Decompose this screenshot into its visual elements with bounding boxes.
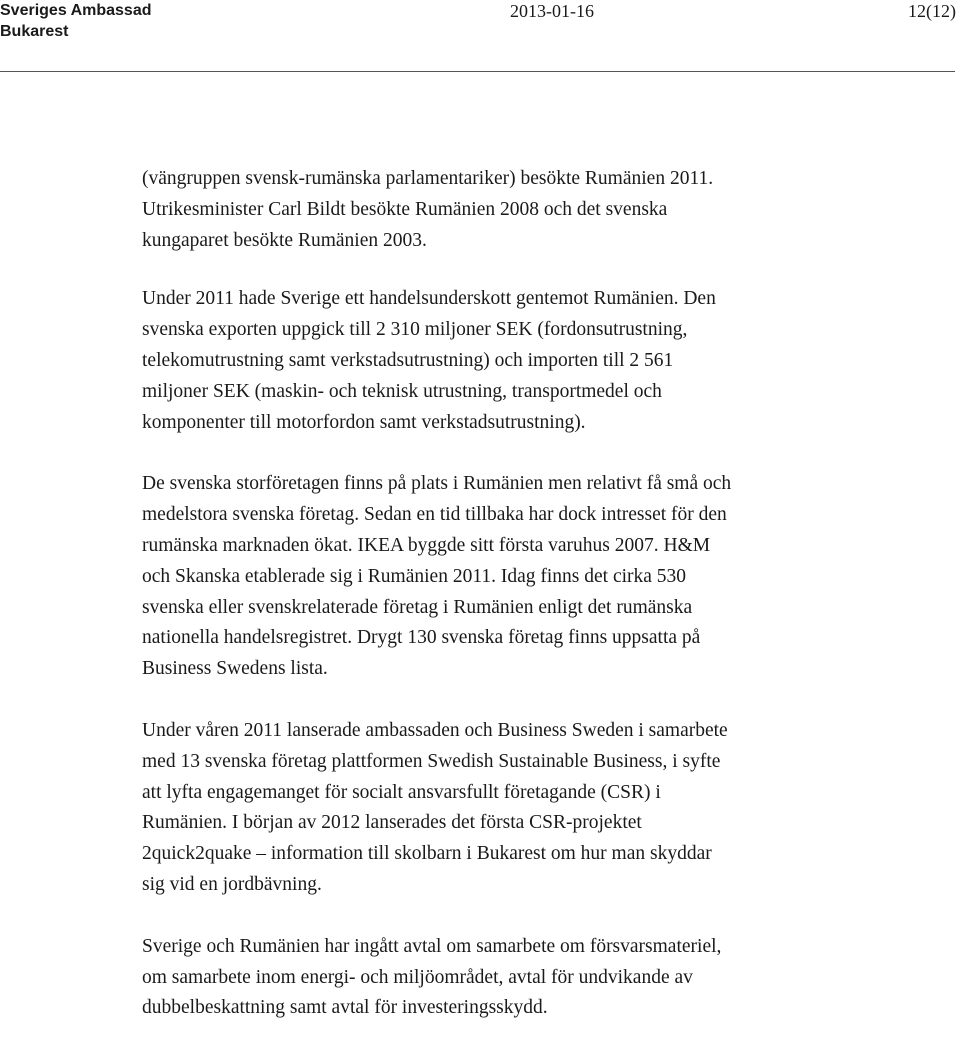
text-line: Business Swedens lista. [142,658,328,680]
text-line: att lyfta engagemanget för socialt ansvarsfullt företagande (CSR) i [142,781,661,803]
paragraph-companies [142,469,847,685]
organization-location: Bukarest [0,23,69,40]
text-line: svenska eller svenskrelaterade företag i Rumänien enligt det rumänska [142,596,693,618]
document-date: 2013-01-16 [510,1,594,21]
document-body [142,164,847,1055]
page-header-organization [0,0,151,42]
text-line: dubbelbeskattning samt avtal för investeringsskydd. [142,997,548,1019]
text-line: med 13 svenska företag plattformen Swedish Sustainable Business, i syfte [142,750,721,772]
page-number: 12(12) [908,1,956,21]
paragraph-agreements [142,932,847,1024]
organization-name: Sveriges Ambassad [0,2,152,19]
text-line: Under 2011 hade Sverige ett handelsunderskott gentemot Rumänien. Den [142,288,716,310]
text-line: medelstora svenska företag. Sedan en tid tillbaka har dock intresset för den [142,504,727,526]
text-line: Under våren 2011 lanserade ambassaden och Business Sweden i samarbete [142,719,728,741]
text-line: Sverige och Rumänien har ingått avtal om samarbete om försvarsmateriel, [142,935,722,957]
text-line: De svenska storföretagen finns på plats i Rumänien men relativt få små och [142,473,732,495]
text-line: Rumänien. I början av 2012 lanserades det första CSR-projektet [142,812,642,834]
text-line: rumänska marknaden ökat. IKEA byggde sitt första varuhus 2007. H&M [142,534,711,556]
text-line: sig vid en jordbävning. [142,873,322,895]
text-line: nationella handelsregistret. Drygt 130 svenska företag finns uppsatta på [142,627,701,649]
paragraph-visits [142,164,847,256]
paragraph-csr [142,716,847,901]
text-line: svenska exporten uppgick till 2 310 miljoner SEK (fordonsutrustning, [142,319,688,341]
text-line: om samarbete inom energi- och miljöområdet, avtal för undvikande av [142,966,693,988]
text-line: kungaparet besökte Rumänien 2003. [142,229,427,251]
text-line: Utrikesminister Carl Bildt besökte Rumänien 2008 och det svenska [142,198,668,220]
text-line: telekomutrustning samt verkstadsutrustning) och importen till 2 561 [142,349,674,371]
text-line: komponenter till motorfordon samt verkstadsutrustning). [142,411,586,433]
text-line: miljoner SEK (maskin- och teknisk utrustning, transportmedel och [142,380,662,402]
text-line: (vängruppen svensk-rumänska parlamentariker) besökte Rumänien 2011. [142,168,714,189]
text-line: 2quick2quake – information till skolbarn i Bukarest om hur man skyddar [142,843,712,865]
paragraph-trade [142,284,847,438]
text-line: och Skanska etablerade sig i Rumänien 2011. Idag finns det cirka 530 [142,565,687,587]
header-divider [0,71,955,72]
